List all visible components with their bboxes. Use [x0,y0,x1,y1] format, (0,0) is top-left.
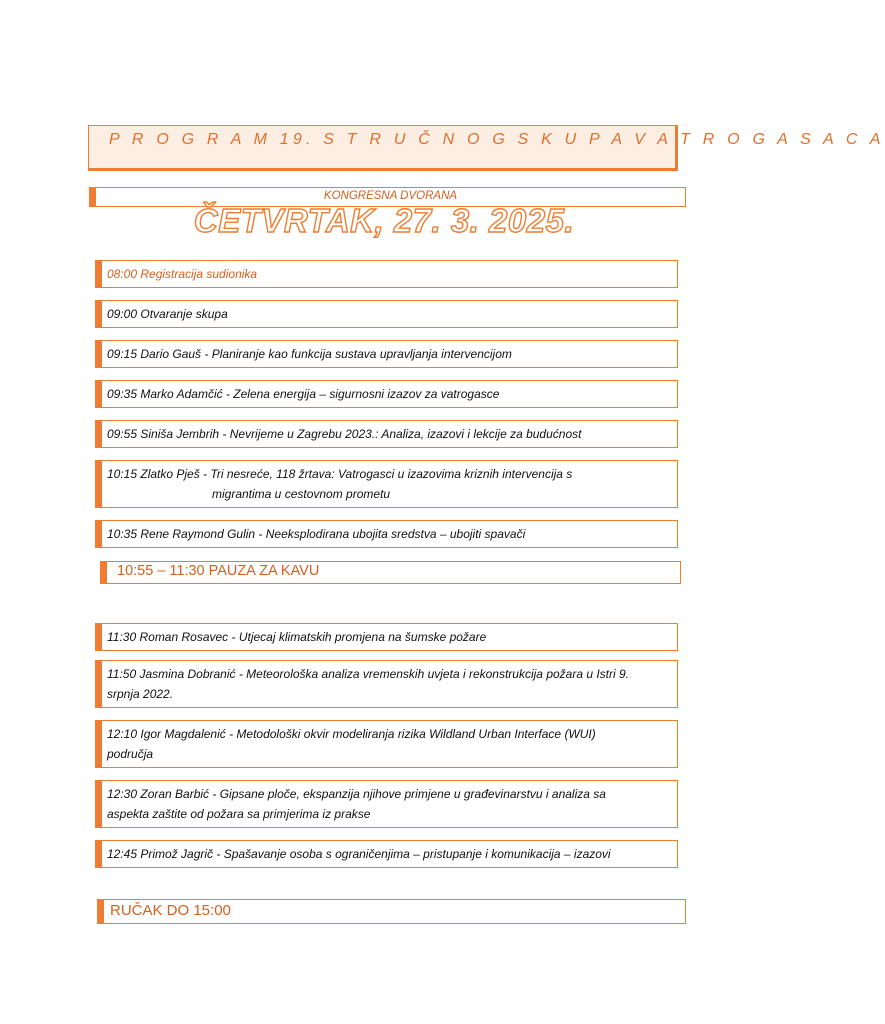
schedule-item-text: 11:30 Roman Rosavec - Utjecaj klimatskih promjena na šumske požare [107,630,487,644]
schedule-item [95,780,678,828]
schedule-item [95,380,678,408]
schedule-item [95,420,678,448]
day-heading: ČETVRTAK, 27. 3. 2025. [193,202,575,239]
schedule-item-text: 12:10 Igor Magdalenić - Metodološki okvir modeliranja rizika Wildland Urban Interface (WUI) [107,727,596,741]
schedule-item [95,460,678,508]
schedule-item [95,300,678,328]
schedule-item-text: 09:35 Marko Adamčić - Zelena energija – sigurnosni izazov za vatrogasce [107,387,500,401]
lunch-break: RUČAK DO 15:00 [97,899,686,924]
schedule-item-text: 10:15 Zlatko Pješ - Tri nesreće, 118 žrtava: Vatrogasci u izazovima kriznih intervencija s [107,467,573,481]
schedule-item-text: 09:55 Siniša Jembrih - Nevrijeme u Zagrebu 2023.: Analiza, izazovi i lekcije za budućnost [107,427,582,441]
schedule-item [95,623,678,651]
program-title: P R O G R A M 19. S T R U Č N O G S K U P A V A T R O G A S A C A [109,131,885,148]
schedule-item [95,720,678,768]
schedule-item [95,660,678,708]
schedule-item [95,260,678,288]
schedule-item-text: 09:15 Dario Gauš - Planiranje kao funkcija sustava upravljanja intervencijom [107,347,512,361]
schedule-item-continuation: srpnja 2022. [107,687,174,701]
schedule-item-continuation: područja [107,747,154,761]
schedule-item-text: 10:35 Rene Raymond Gulin - Neeksplodirana ubojita sredstva – ubojiti spavači [107,527,526,541]
schedule-item-text: 12:45 Primož Jagrič - Spašavanje osoba s ograničenjima – pristupanje i komunikacija – izazovi [107,847,611,861]
schedule-item [95,840,678,868]
schedule-item-text: 11:50 Jasmina Dobranić - Meteorološka analiza vremenskih uvjeta i rekonstrukcija požara u Istri 9. [107,667,630,681]
schedule-item-continuation: aspekta zaštite od požara sa primjerima iz prakse [107,807,371,821]
hall-name: KONGRESNA DVORANA [323,190,458,202]
schedule-item-text: 12:30 Zoran Barbić - Gipsane ploče, ekspanzija njihove primjene u građevinarstvu i analiza sa [107,787,606,801]
schedule-item-continuation: migrantima u cestovnom prometu [212,487,391,501]
program-title-box [88,125,885,171]
coffee-break: 10:55 – 11:30 PAUZA ZA KAVU [100,561,681,584]
schedule-item [95,520,678,548]
schedule-item-text: 09:00 Otvaranje skupa [107,307,228,321]
schedule-item [95,340,678,368]
schedule-item-text: 08:00 Registracija sudionika [107,267,258,281]
